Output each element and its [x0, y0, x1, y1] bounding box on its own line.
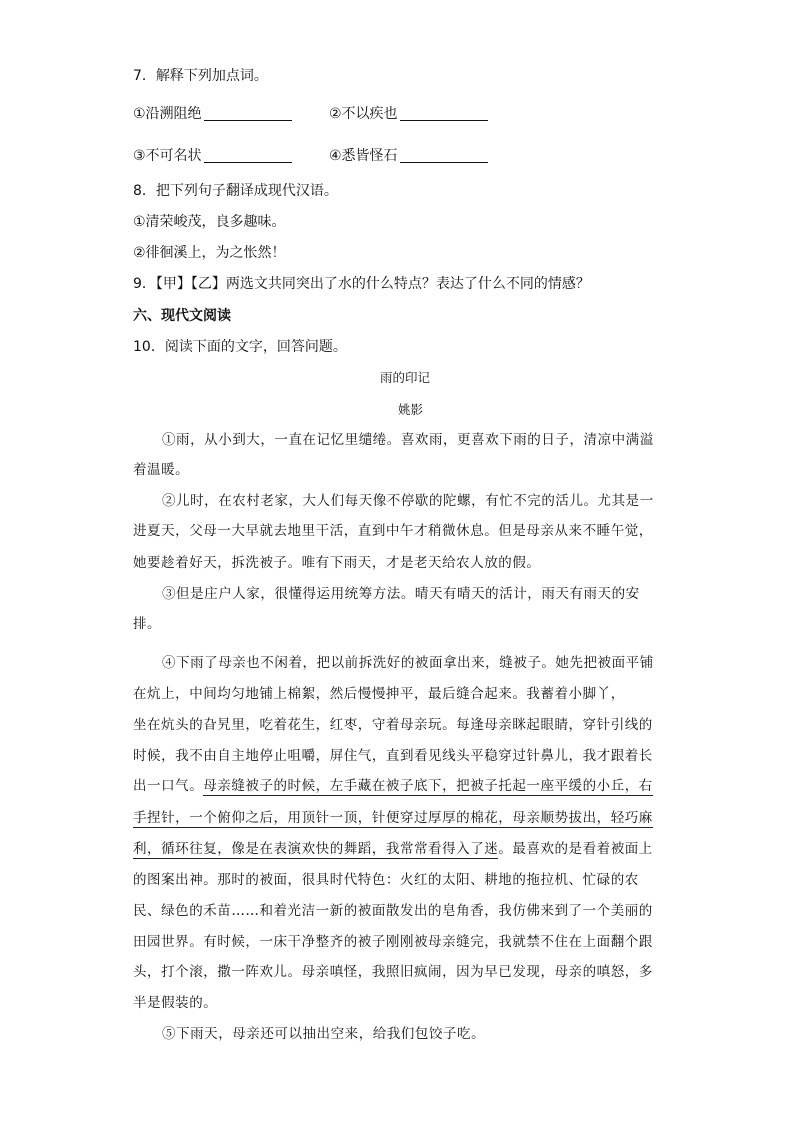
q8-sentence-1: ①清荣峻茂，良多趣味。 — [133, 214, 286, 230]
paragraph-line: ④下雨了母亲也不闲着，把以前拆洗好的被面拿出来，缝被子。她先把被面平铺 — [162, 655, 654, 671]
q10-title: 10．阅读下面的文字，回答问题。 — [133, 339, 347, 355]
answer-blank[interactable] — [400, 148, 488, 163]
paragraph-line: 头，打个滚，撒一阵欢儿。母亲嗔怪，我照旧疯闹，因为早已发现，母亲的嗔怒，多 — [133, 964, 653, 980]
q7-item-3-text: ③不可名状 — [133, 148, 202, 164]
q7-item-3 — [133, 146, 292, 166]
q7-item-1-text: ①沿溯阻绝 — [133, 106, 202, 122]
underlined-text: 手捏针，一个俯仰之后，用顶针一顶，针便穿过厚厚的棉花，母亲顺势拔出，轻巧麻 — [133, 810, 653, 826]
paragraph-line: 半是假装的。 — [133, 995, 218, 1011]
paragraph-line: 排。 — [133, 616, 162, 632]
paragraph-line: 时候，我不由自主地停止咀嚼，屏住气，直到看见线头平稳穿过针鼻儿，我才跟着长 — [133, 748, 653, 764]
paragraph-line — [133, 808, 653, 828]
q7-item-2-text: ②不以疾也 — [329, 106, 398, 122]
paragraph-line: 着温暖。 — [133, 462, 190, 478]
q7-title: 7．解释下列加点词。 — [133, 68, 268, 84]
q7-item-4-text: ④悉皆怪石 — [329, 148, 398, 164]
underlined-text: 母亲缝被子的时候，左手藏在被子底下，把被子托起一座平缓的小丘，右 — [203, 778, 653, 794]
paragraph-line — [133, 839, 653, 859]
q7-item-4 — [329, 146, 488, 166]
paragraph-line: 进夏天，父母一大早就去地里干活，直到中午才稍微休息。但是母亲从来不睡午觉， — [133, 523, 653, 539]
answer-blank[interactable] — [204, 148, 292, 163]
underlined-text: 利，循环往复，像是在表演欢快的舞蹈，我常常看得入了迷 — [133, 841, 499, 857]
paragraph-line: ③但是庄户人家，很懂得运用统筹方法。晴天有晴天的活计，雨天有雨天的安 — [162, 586, 640, 602]
paragraph-line: 坐在炕头的旮旯里，吃着花生，红枣，守着母亲玩。每逢母亲眯起眼睛，穿针引线的 — [133, 717, 653, 733]
section-title: 六、现代文阅读 — [133, 308, 231, 324]
paragraph-line: ②儿时，在农村老家，大人们每天像不停歇的陀螺，有忙不完的活儿。尤其是一 — [162, 493, 654, 509]
paragraph-line — [133, 776, 653, 796]
q7-item-2 — [329, 104, 488, 124]
answer-blank[interactable] — [204, 106, 292, 121]
paragraph-line: ①雨，从小到大，一直在记忆里缱绻。喜欢雨，更喜欢下雨的日子，清凉中满溢 — [162, 432, 654, 448]
paragraph-text: 。最喜欢的是看着被面上 — [498, 841, 653, 857]
answer-blank[interactable] — [400, 106, 488, 121]
paragraph-line: 田园世界。有时候，一床干净整齐的被子刚刚被母亲缝完，我就禁不住在上面翻个跟 — [133, 934, 653, 950]
paragraph-line: 民、绿色的禾苗……和着光洁一新的被面散发出的皂角香，我仿佛来到了一个美丽的 — [133, 903, 653, 919]
q8-sentence-2: ②徘徊溪上，为之怅然！ — [133, 245, 286, 261]
paragraph-line: 在炕上，中间均匀地铺上棉絮，然后慢慢抻平，最后缝合起来。我蓄着小脚丫， — [133, 686, 625, 702]
article-author: 姚影 — [398, 402, 424, 417]
paragraph-line: 她要趁着好天，拆洗被子。唯有下雨天，才是老天给农人放的假。 — [133, 555, 541, 571]
paragraph-line: ⑤下雨天，母亲还可以抽出空来，给我们包饺子吃。 — [162, 1026, 486, 1042]
q8-title: 8．把下列句子翻译成现代汉语。 — [133, 183, 338, 199]
q9-title: 9．【甲】【乙】两选文共同突出了水的什么特点？表达了什么不同的情感？ — [133, 276, 590, 292]
q7-item-1 — [133, 104, 292, 124]
paragraph-text: 出一口气。 — [133, 778, 204, 794]
article-title: 雨的印记 — [380, 370, 431, 385]
paragraph-line: 的图案出神。那时的被面，很具时代特色：火红的太阳、耕地的拖拉机、忙碌的农 — [133, 872, 639, 888]
